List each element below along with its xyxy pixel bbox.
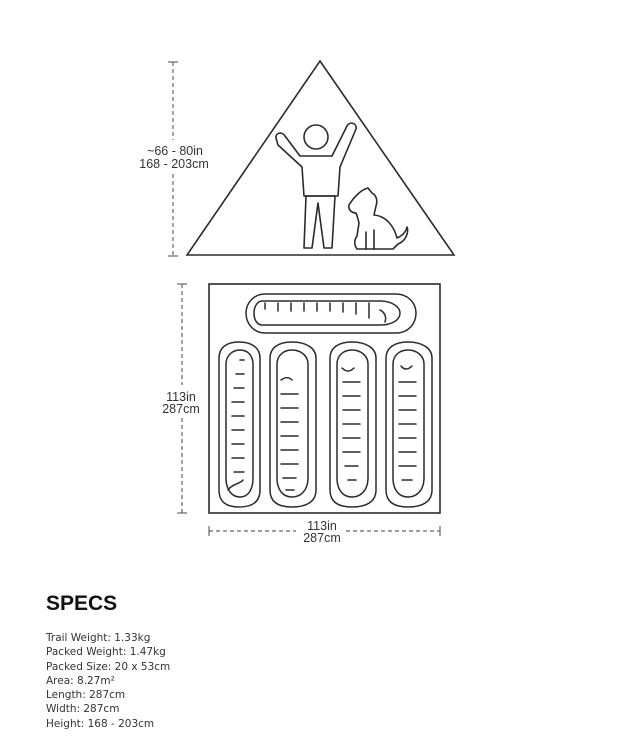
width-cm-label: 287cm	[303, 531, 341, 545]
spec-height: Height: 168 - 203cm	[46, 717, 155, 730]
person-icon	[276, 123, 356, 248]
spec-packed-size: Packed Size: 20 x 53cm	[46, 660, 171, 673]
spec-packed-weight: Packed Weight: 1.47kg	[46, 646, 166, 659]
spec-trail-weight: Trail Weight: 1.33kg	[46, 632, 151, 644]
sleeping-bag-1	[219, 342, 260, 507]
spec-length: Length: 287cm	[46, 689, 126, 702]
sleeping-bag-2	[270, 342, 316, 507]
dog-icon	[349, 188, 408, 249]
tent-floor-square	[209, 284, 440, 513]
height-in-label: ~66 - 80in	[147, 144, 203, 158]
width-in-label: 113in	[307, 519, 337, 533]
sleeping-bag-3	[330, 342, 376, 507]
spec-width: Width: 287cm	[46, 703, 120, 716]
length-in-label: 113in	[166, 390, 196, 404]
sleeping-bag-4	[386, 342, 432, 507]
length-cm-label: 287cm	[162, 402, 200, 416]
side-profile	[139, 61, 454, 256]
sleeping-bag-horizontal	[246, 294, 416, 333]
specs-heading: SPECS	[46, 592, 118, 615]
spec-area: Area: 8.27m²	[46, 674, 115, 687]
floor-plan	[162, 284, 440, 545]
spec-list	[46, 631, 170, 731]
height-cm-label: 168 - 203cm	[139, 157, 209, 171]
